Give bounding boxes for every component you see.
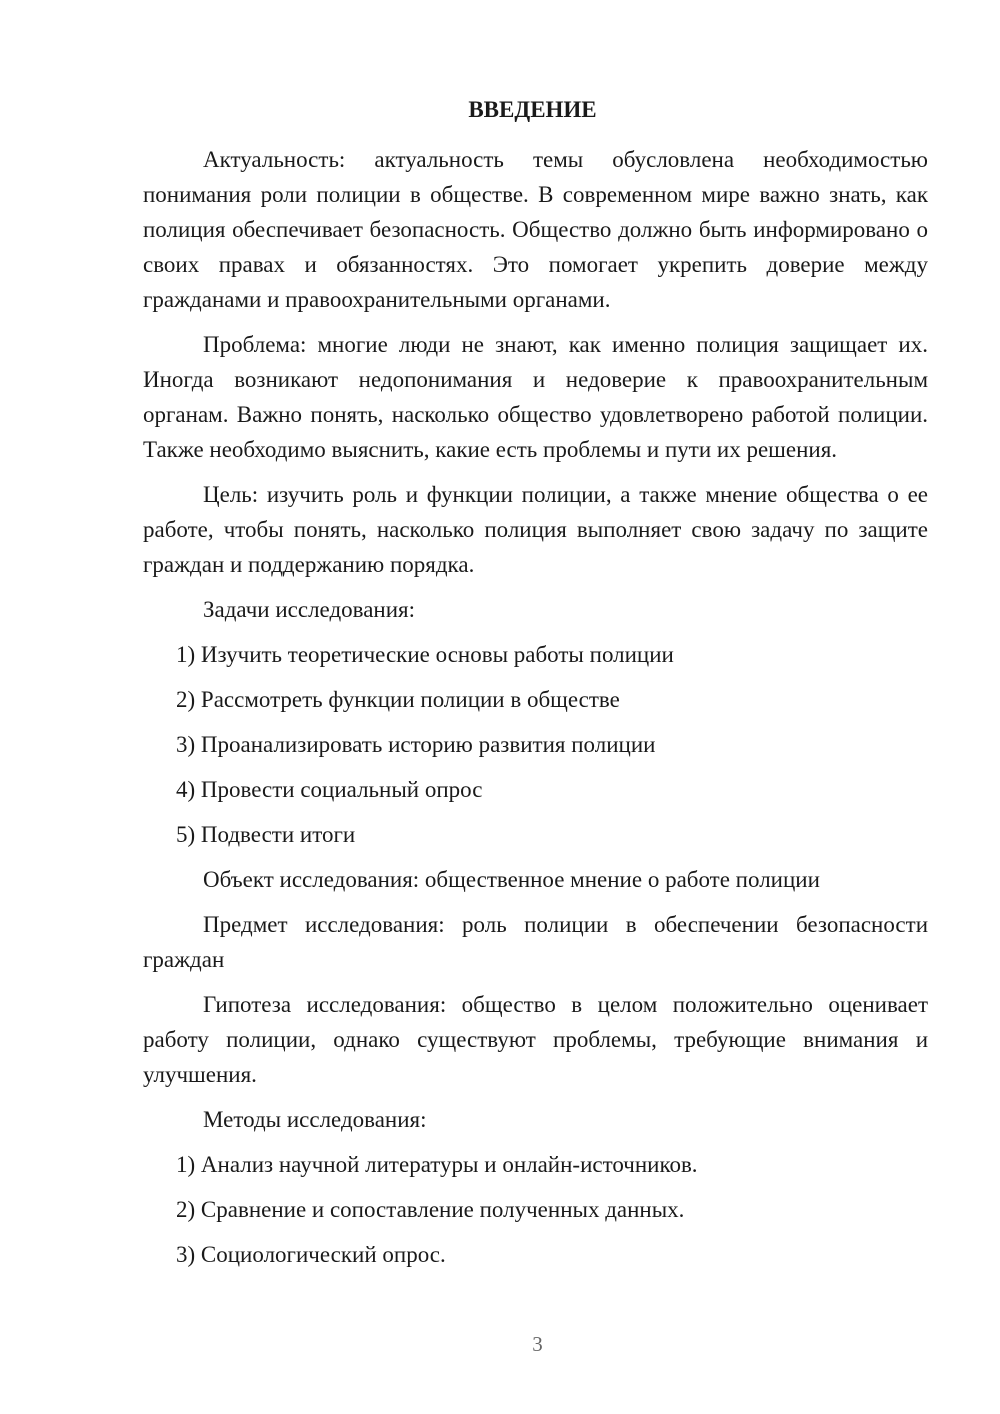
method-item: 1) Анализ научной литературы и онлайн-источников. xyxy=(176,1152,698,1177)
subject-paragraph: Предмет исследования: роль полиции в обеспечении безопасности граждан xyxy=(143,912,928,972)
task-item: 5) Подвести итоги xyxy=(176,822,356,847)
problem-paragraph: Проблема: многие люди не знают, как именно полиция защищает их. Иногда возникают недопонимания и недоверие к правоохранительным органам. Важно понять, насколько общество удовлетворено работой полиции. Также необходимо выяснить, какие есть проблемы и пути их решения. xyxy=(143,332,928,462)
document-body xyxy=(143,92,928,1282)
goal-paragraph: Цель: изучить роль и функции полиции, а также мнение общества о ее работе, чтобы понять, насколько полиция выполняет свою задачу по защите граждан и поддержанию порядка. xyxy=(143,482,928,577)
tasks-heading: Задачи исследования: xyxy=(203,597,416,622)
method-item: 3) Социологический опрос. xyxy=(176,1242,446,1267)
page-number: 3 xyxy=(532,1332,543,1356)
page-title: ВВЕДЕНИЕ xyxy=(468,97,597,122)
methods-heading: Методы исследования: xyxy=(203,1107,427,1132)
relevance-paragraph: Актуальность: актуальность темы обусловлена необходимостью понимания роли полиции в обществе. В современном мире важно знать, как полиция обеспечивает безопасность. Общество должно быть информировано о своих правах и обязанностях. Это помогает укрепить доверие между гражданами и правоохранительными органами. xyxy=(143,147,928,312)
task-item: 1) Изучить теоретические основы работы полиции xyxy=(176,642,674,667)
object-paragraph: Объект исследования: общественное мнение о работе полиции xyxy=(203,867,820,892)
task-item: 2) Рассмотреть функции полиции в обществе xyxy=(176,687,620,712)
hypothesis-paragraph: Гипотеза исследования: общество в целом положительно оценивает работу полиции, однако существуют проблемы, требующие внимания и улучшения. xyxy=(143,992,928,1087)
task-item: 3) Проанализировать историю развития полиции xyxy=(176,732,656,757)
method-item: 2) Сравнение и сопоставление полученных данных. xyxy=(176,1197,685,1222)
task-item: 4) Провести социальный опрос xyxy=(176,777,483,802)
